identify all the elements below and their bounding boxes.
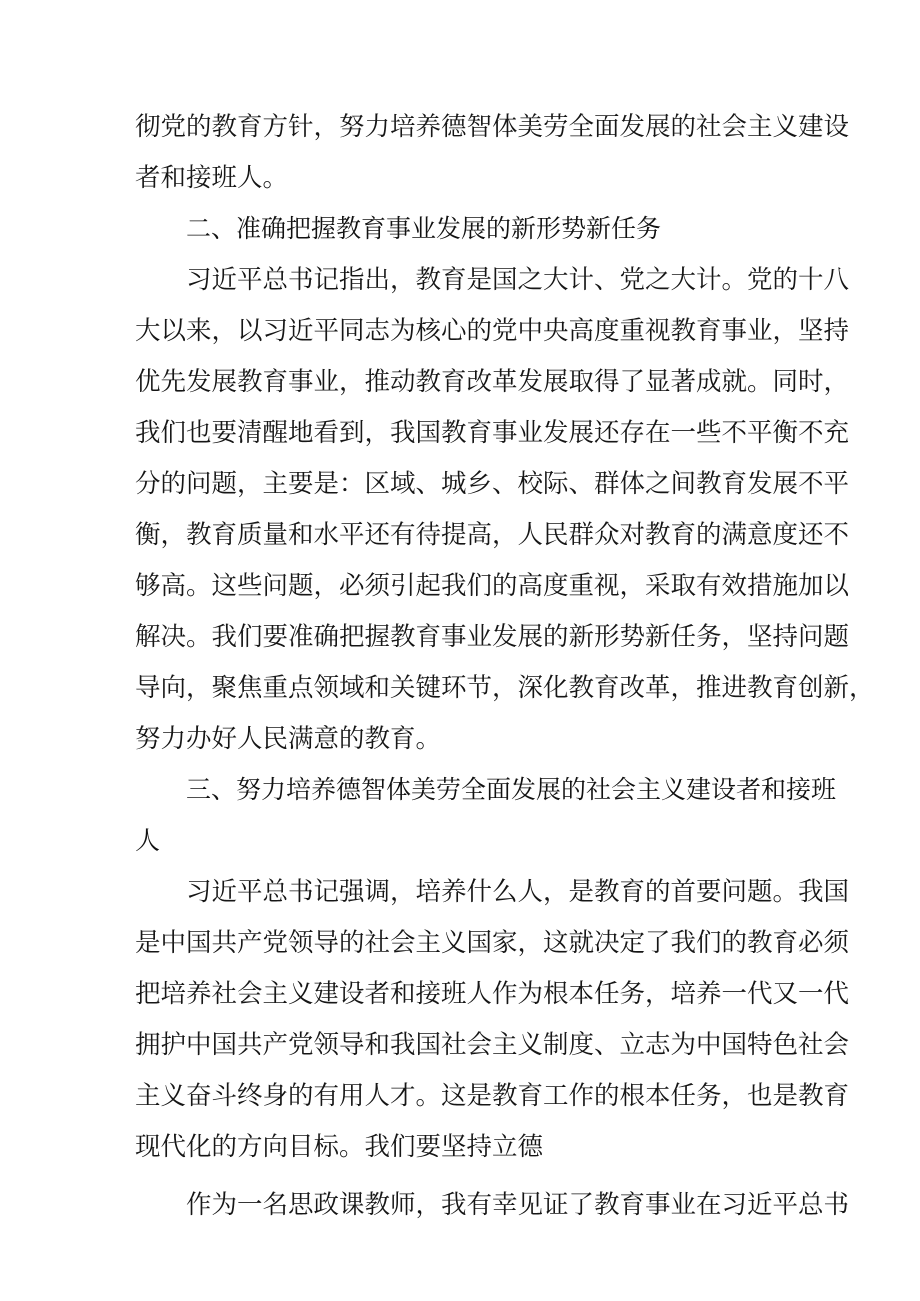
section-heading-2: 二、准确把握教育事业发展的新形势新任务 xyxy=(186,214,662,243)
section-heading-3-continued: 人 xyxy=(135,826,161,855)
body-text-line: 者和接班人。 xyxy=(135,163,289,193)
body-text-line: 优先发展教育事业，推动教育改革发展取得了显著成就。同时， xyxy=(135,367,850,397)
body-text-line: 衡，教育质量和水平还有待提高，人民群众对教育的满意度还不 xyxy=(135,520,850,550)
body-text-line: 是中国共产党领导的社会主义国家，这就决定了我们的教育必须 xyxy=(135,928,850,958)
body-text-line: 作为一名思政课教师，我有幸见证了教育事业在习近平总书 xyxy=(186,1190,850,1220)
body-text-line: 拥护中国共产党领导和我国社会主义制度、立志为中国特色社会 xyxy=(135,1030,850,1060)
body-text-line: 导向，聚焦重点领域和关键环节，深化教育改革，推进教育创新， xyxy=(135,673,875,703)
body-text-line: 解决。我们要准确把握教育事业发展的新形势新任务，坚持问题 xyxy=(135,622,850,652)
body-text-line: 努力办好人民满意的教育。 xyxy=(135,724,442,754)
section-heading-3: 三、努力培养德智体美劳全面发展的社会主义建设者和接班 xyxy=(186,775,837,804)
body-text-line: 分的问题，主要是：区域、城乡、校际、群体之间教育发展不平 xyxy=(135,469,850,499)
body-text-line: 习近平总书记指出，教育是国之大计、党之大计。党的十八 xyxy=(186,265,850,295)
body-text-line: 彻党的教育方针，努力培养德智体美劳全面发展的社会主义建设 xyxy=(135,112,850,142)
body-text-line: 够高。这些问题，必须引起我们的高度重视，采取有效措施加以 xyxy=(135,571,850,601)
body-text-line: 现代化的方向目标。我们要坚持立德 xyxy=(135,1132,544,1162)
body-text-line: 我们也要清醒地看到，我国教育事业发展还存在一些不平衡不充 xyxy=(135,418,850,448)
body-text-line: 主义奋斗终身的有用人才。这是教育工作的根本任务，也是教育 xyxy=(135,1081,850,1111)
body-text-line: 把培养社会主义建设者和接班人作为根本任务，培养一代又一代 xyxy=(135,979,850,1009)
body-text-line: 大以来，以习近平同志为核心的党中央高度重视教育事业，坚持 xyxy=(135,316,850,346)
body-text-line: 习近平总书记强调，培养什么人，是教育的首要问题。我国 xyxy=(186,877,850,907)
